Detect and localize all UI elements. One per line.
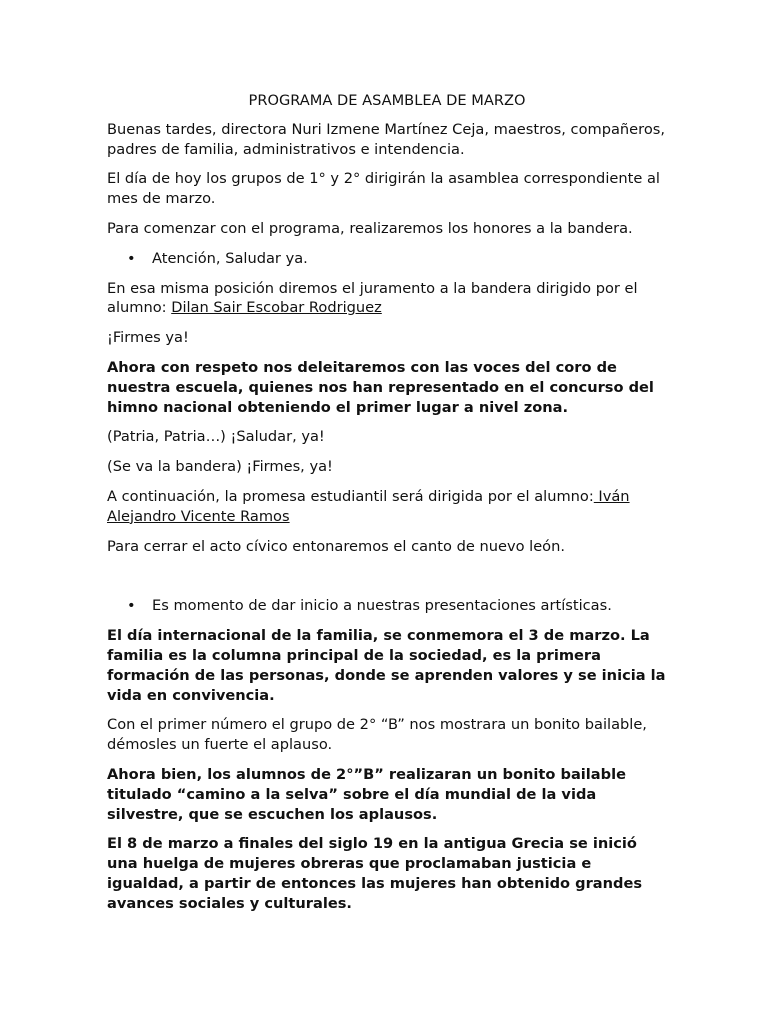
intro-paragraph: El día de hoy los grupos de 1° y 2° dirigirán la asamblea correspondiente al mes de marzo.: [107, 170, 660, 208]
choir-paragraph: Ahora con respeto nos deleitaremos con las voces del coro de nuestra escuela, quienes nos han representado en el concurso del himno nacional obteniendo el primer lugar a nivel zona.: [107, 358, 654, 416]
patria-paragraph: (Patria, Patria…) ¡Saludar, ya!: [107, 428, 325, 446]
second-number-paragraph: Ahora bien, los alumnos de 2°”B” realizaran un bonito bailable titulado “camino a la selva” sobre el día mundial de la vida silvestre, que se escuchen los aplausos.: [107, 765, 626, 823]
bullet-icon: •: [127, 597, 136, 615]
document-page: [107, 91, 667, 924]
document-title: PROGRAMA DE ASAMBLEA DE MARZO: [248, 92, 526, 109]
blank-line: [107, 566, 667, 596]
promise-text: A continuación, la promesa estudiantil será dirigida por el alumno:: [107, 487, 594, 505]
bullet-list-honores: [107, 249, 667, 269]
oath-paragraph: [107, 279, 667, 319]
se-va-paragraph: (Se va la bandera) ¡Firmes, ya!: [107, 458, 333, 476]
list-item: [107, 596, 667, 616]
start-program-paragraph: Para comenzar con el programa, realizaremos los honores a la bandera.: [107, 219, 633, 237]
bullet-icon: •: [127, 249, 136, 267]
bullet-list-presentaciones: [107, 596, 667, 616]
promise-paragraph: [107, 487, 667, 527]
bullet-text: Es momento de dar inicio a nuestras presentaciones artísticas.: [152, 597, 612, 615]
oath-student-name: Dilan Sair Escobar Rodriguez: [171, 299, 382, 317]
family-day-paragraph: El día internacional de la familia, se conmemora el 3 de marzo. La familia es la columna principal de la sociedad, es la primera formación de las personas, donde se aprenden valores y se inicia la vida en convivencia.: [107, 627, 666, 704]
first-number-paragraph: Con el primer número el grupo de 2° “B” nos mostrara un bonito bailable, démosles un fuerte el aplauso.: [107, 716, 647, 754]
list-item: [107, 249, 667, 269]
womens-day-paragraph: El 8 de marzo a finales del siglo 19 en la antigua Grecia se inició una huelga de mujeres obreras que proclamaban justicia e igualdad, a partir de entonces las mujeres han obtenido grandes avances sociales y culturales.: [107, 835, 643, 912]
oath-text: En esa misma posición diremos el juramento a la bandera dirigido por el alumno:: [107, 279, 638, 317]
firmes-paragraph: ¡Firmes ya!: [107, 329, 189, 347]
close-civic-paragraph: Para cerrar el acto cívico entonaremos el canto de nuevo león.: [107, 537, 565, 555]
greeting-paragraph: Buenas tardes, directora Nuri Izmene Martínez Ceja, maestros, compañeros, padres de familia, administrativos e intendencia.: [107, 120, 666, 158]
bullet-text: Atención, Saludar ya.: [152, 249, 308, 267]
promise-student-name: Iván Alejandro Vicente Ramos: [107, 487, 630, 525]
